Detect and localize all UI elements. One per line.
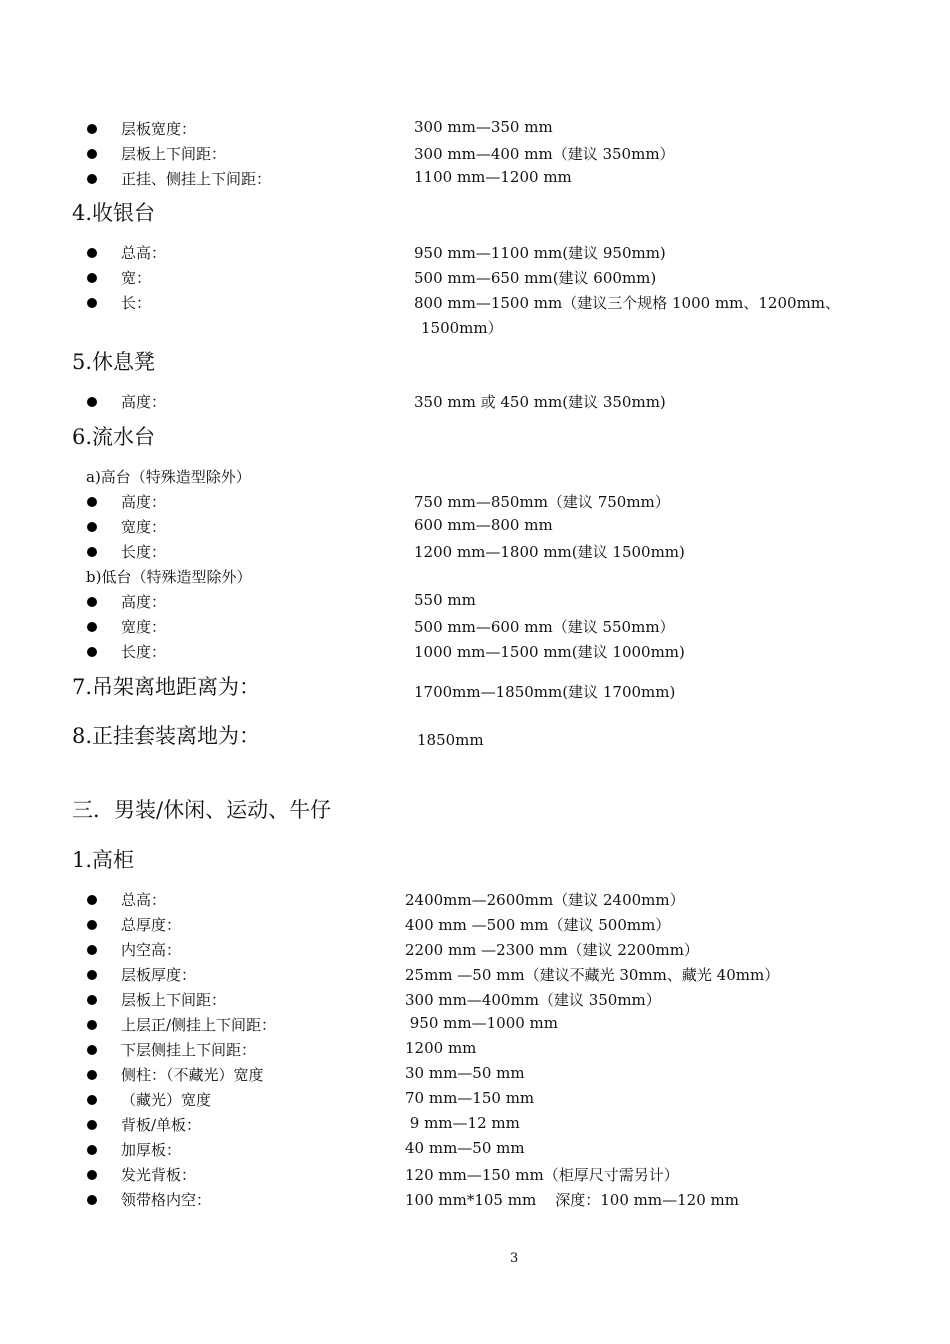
bullet-icon [87,124,97,134]
spec-label: 总高： [121,891,167,909]
spec-value: 750 mm—850mm（建议 750mm） [414,493,670,511]
bullet-icon [87,622,97,632]
bullet-icon [87,895,97,905]
section-heading: 8.正挂套装离地为： [72,724,261,748]
spec-label: （藏光）宽度 [121,1091,212,1109]
spec-value: 1700mm—1850mm(建议 1700mm) [414,683,676,701]
spec-label: 内空高： [121,941,182,959]
spec-value: 400 mm —500 mm（建议 500mm） [405,916,671,934]
bullet-icon [87,522,97,532]
section-heading: 7.吊架离地距离为： [72,675,261,699]
spec-value: 1200 mm—1800 mm(建议 1500mm) [414,543,685,561]
list-item [0,1064,950,1086]
bullet-icon [87,397,97,407]
spec-label: 高度： [121,393,167,411]
spec-label: 层板上下间距： [121,991,227,1009]
bullet-icon [87,1070,97,1080]
spec-label: 上层正/侧挂上下间距： [121,1016,277,1034]
list-item [0,914,950,936]
bullet-icon [87,1145,97,1155]
spec-label: 发光背板： [121,1166,197,1184]
spec-value: 1000 mm—1500 mm(建议 1000mm) [414,643,685,661]
list-item [0,491,950,513]
list-item [0,1039,950,1061]
spec-label: 层板厚度： [121,966,197,984]
spec-label: 背板/单板： [121,1116,202,1134]
list-item [0,391,950,413]
spec-label: 层板上下间距： [121,145,227,163]
spec-label: 侧柱：（不藏光）宽度 [121,1066,264,1084]
bullet-icon [87,547,97,557]
spec-label: 下层侧挂上下间距： [121,1041,257,1059]
bullet-icon [87,647,97,657]
section-heading: 4.收银台 [72,201,156,225]
bullet-icon [87,1020,97,1030]
bullet-icon [87,149,97,159]
spec-value: 2400mm—2600mm（建议 2400mm） [405,891,685,909]
list-item [0,964,950,986]
bullet-icon [87,1120,97,1130]
spec-value: 120 mm—150 mm（柜厚尺寸需另计） [405,1166,679,1184]
section-heading: 5.休息凳 [72,350,156,374]
bullet-icon [87,920,97,930]
spec-value: 100 mm*105 mm 深度：100 mm—120 mm [405,1191,739,1209]
spec-value: 70 mm—150 mm [405,1089,535,1107]
bullet-icon [87,1045,97,1055]
list-item [0,1014,950,1036]
list-item [0,516,950,538]
bullet-icon [87,174,97,184]
list-item [0,591,950,613]
bullet-icon [87,1095,97,1105]
spec-label: 层板宽度： [121,120,197,138]
list-item [0,939,950,961]
spec-value: 600 mm—800 mm [414,516,553,534]
bullet-icon [87,1170,97,1180]
spec-value: 9 mm—12 mm [405,1114,520,1132]
spec-value: 500 mm—600 mm（建议 550mm） [414,618,675,636]
bullet-icon [87,298,97,308]
subsection-label: a)高台（特殊造型除外） [86,468,251,486]
spec-label: 正挂、侧挂上下间距： [121,170,272,188]
spec-label: 长度： [121,643,167,661]
list-item [0,641,950,663]
list-item [0,889,950,911]
spec-value: 1850mm [417,731,484,749]
list-item [0,267,950,289]
spec-value: 500 mm—650 mm(建议 600mm) [414,269,657,287]
bullet-icon [87,970,97,980]
spec-label: 长： [121,294,152,312]
spec-label: 领带格内空： [121,1191,212,1209]
list-item [0,541,950,563]
part-heading: 三．男装/休闲、运动、牛仔 [72,798,332,822]
spec-value: 350 mm 或 450 mm(建议 350mm) [414,393,666,411]
spec-value: 2200 mm —2300 mm（建议 2200mm） [405,941,699,959]
section-heading: 6.流水台 [72,425,156,449]
list-item [0,616,950,638]
spec-value: 1200 mm [405,1039,477,1057]
list-item [0,1139,950,1161]
spec-value: 300 mm—350 mm [414,118,553,136]
spec-value-continuation: 1500mm） [421,319,503,337]
list-item [0,168,950,190]
list-item [0,1114,950,1136]
spec-label: 高度： [121,593,167,611]
list-item [0,1164,950,1186]
spec-label: 高度： [121,493,167,511]
spec-value: 300 mm—400mm（建议 350mm） [405,991,661,1009]
spec-value: 550 mm [414,591,476,609]
spec-label: 宽度： [121,618,167,636]
spec-label: 宽度： [121,518,167,536]
subsection-label: b)低台（特殊造型除外） [86,568,252,586]
spec-label: 宽： [121,269,152,287]
list-item [0,242,950,264]
section-heading: 1.高柜 [72,848,135,872]
spec-value: 300 mm—400 mm（建议 350mm） [414,145,675,163]
bullet-icon [87,273,97,283]
spec-value: 800 mm—1500 mm（建议三个规格 1000 mm、1200mm、 [414,294,841,312]
list-item [0,989,950,1011]
bullet-icon [87,945,97,955]
list-item [0,292,950,314]
spec-label: 总高： [121,244,167,262]
spec-value: 25mm —50 mm（建议不藏光 30mm、藏光 40mm） [405,966,780,984]
spec-value: 950 mm—1000 mm [405,1014,559,1032]
spec-value: 40 mm—50 mm [405,1139,525,1157]
spec-label: 长度： [121,543,167,561]
list-item [0,1189,950,1211]
spec-value: 30 mm—50 mm [405,1064,525,1082]
bullet-icon [87,248,97,258]
bullet-icon [87,1195,97,1205]
spec-label: 总厚度： [121,916,182,934]
page-number: 3 [510,1251,519,1266]
bullet-icon [87,995,97,1005]
bullet-icon [87,597,97,607]
list-item [0,143,950,165]
list-item [0,118,950,140]
spec-value: 950 mm—1100 mm(建议 950mm) [414,244,666,262]
spec-value: 1100 mm—1200 mm [414,168,572,186]
list-item [0,1089,950,1111]
spec-label: 加厚板： [121,1141,182,1159]
bullet-icon [87,497,97,507]
